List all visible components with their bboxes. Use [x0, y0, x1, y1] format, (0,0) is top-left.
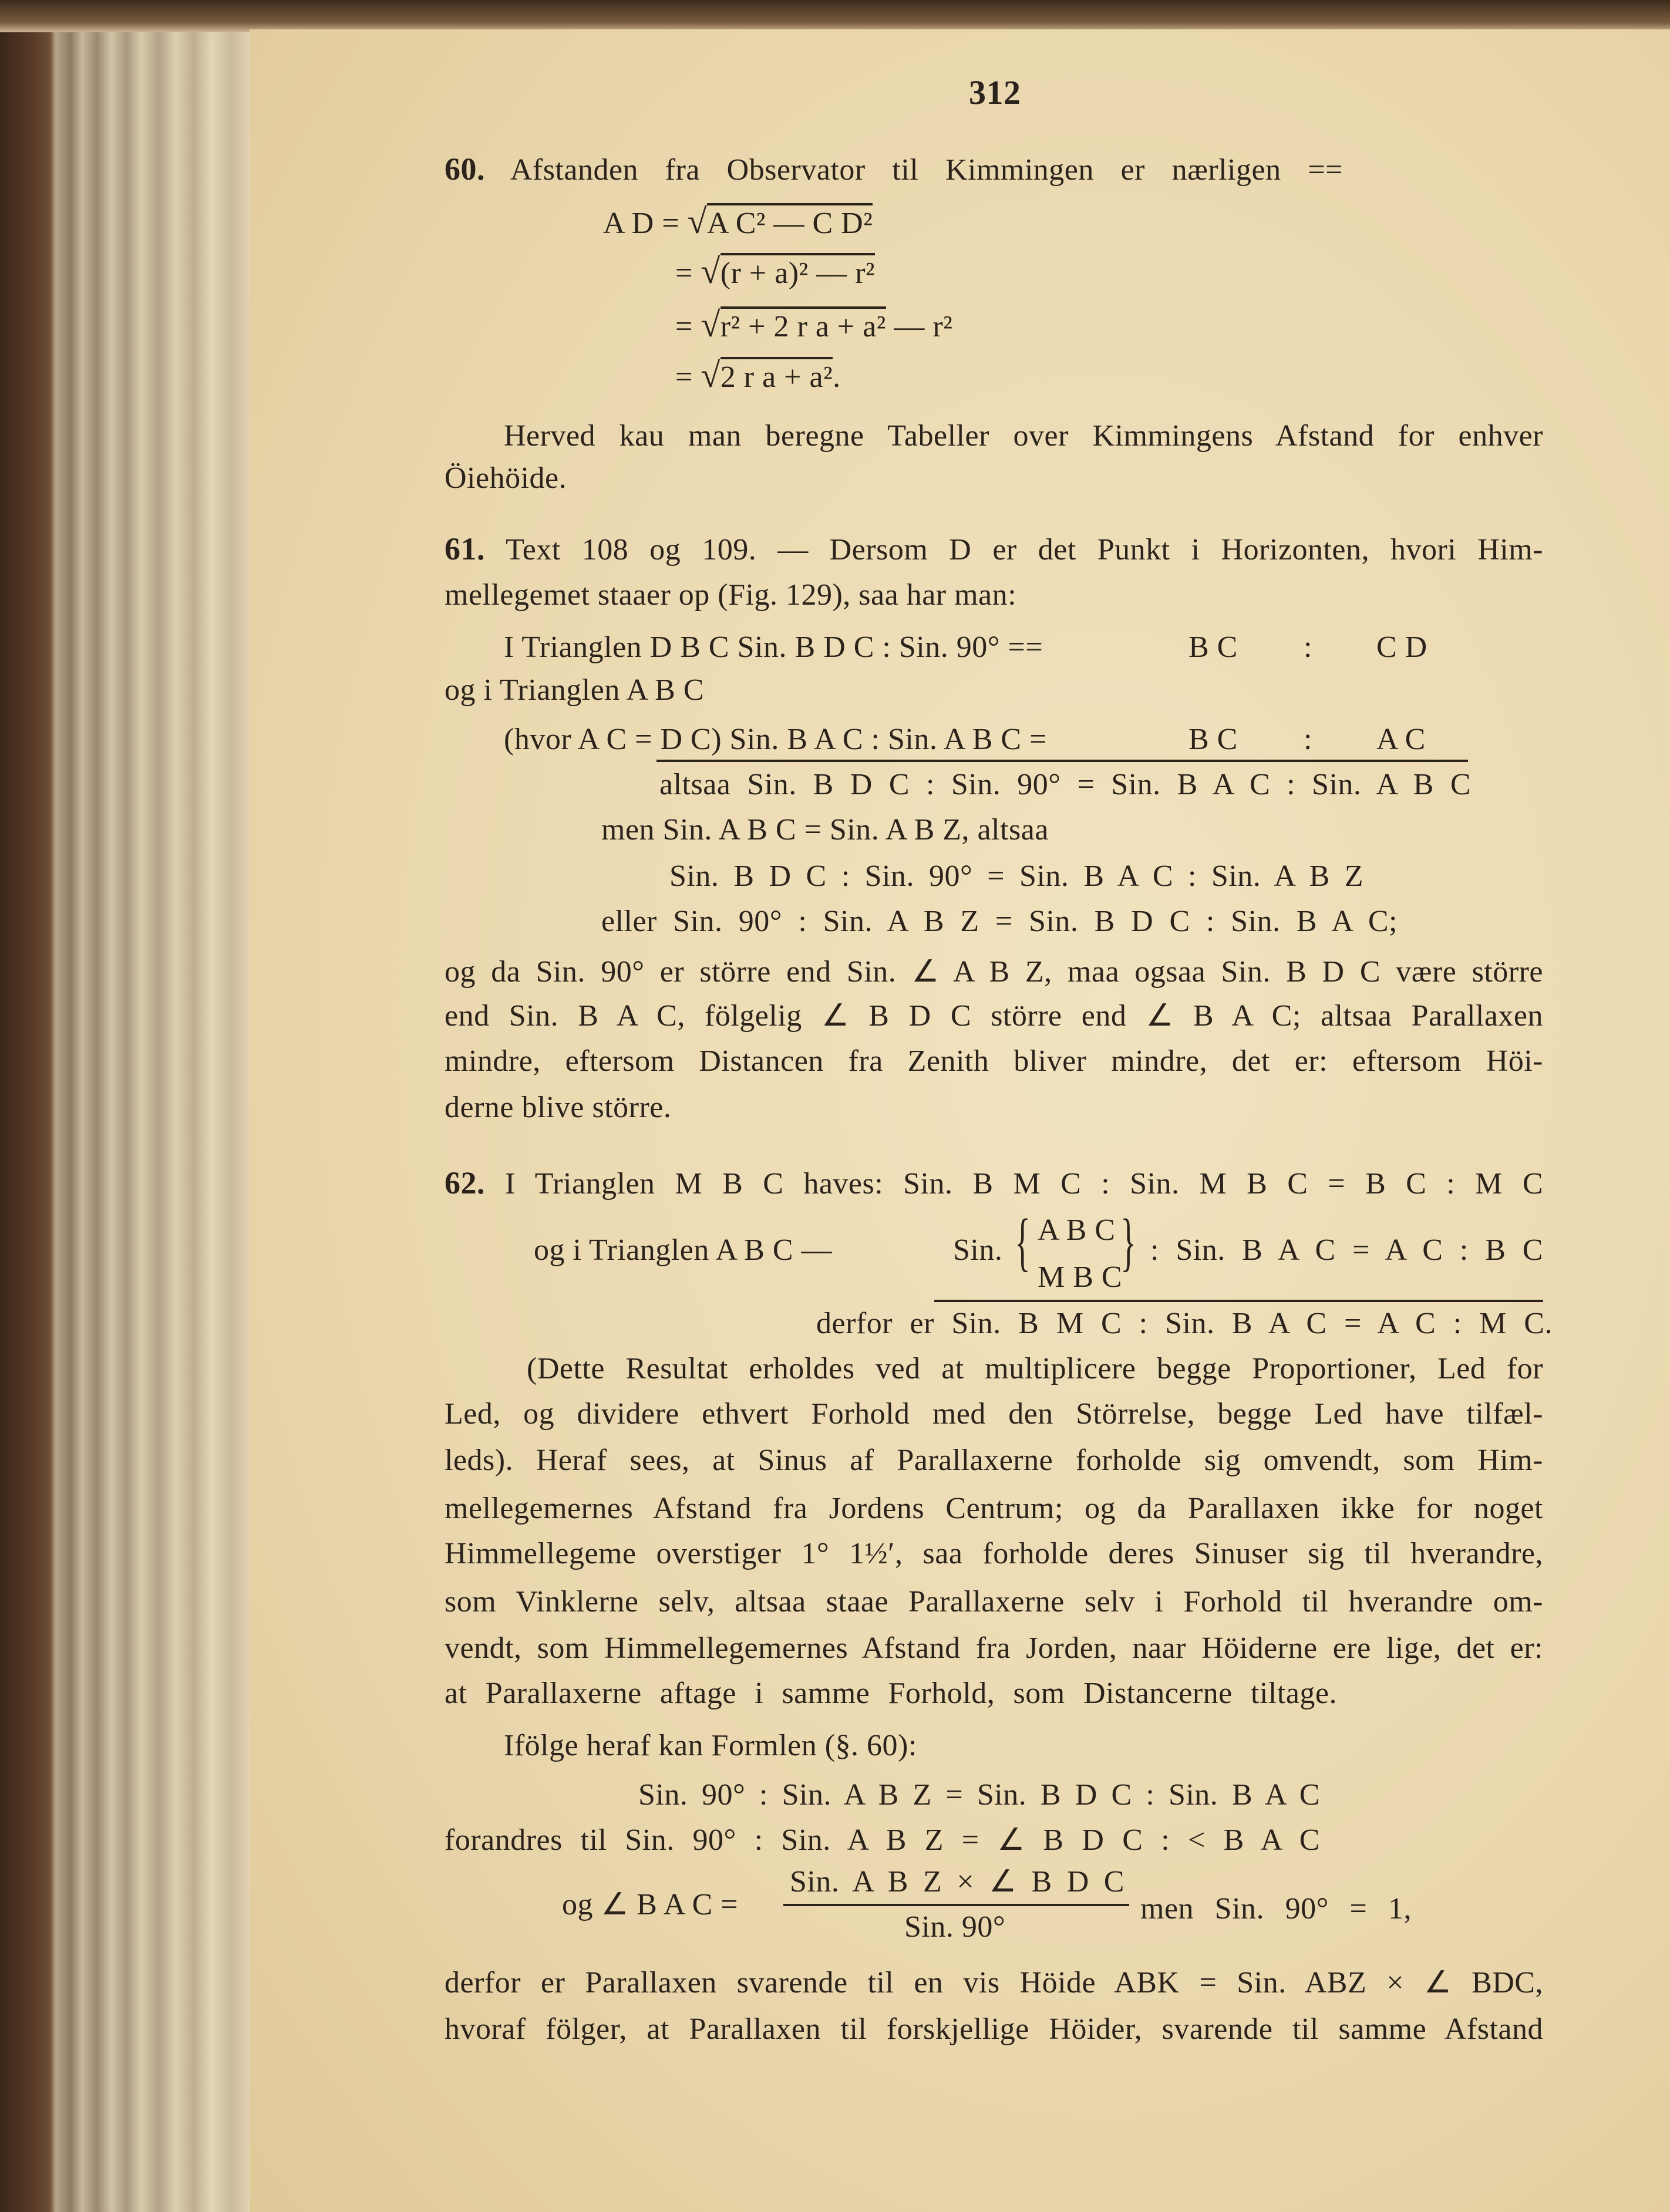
paragraph-line: end Sin. B A C, fölgelig ∠ B D C större end ∠ B A C; altsaa Parallaxen — [445, 999, 1543, 1033]
equation-line — [603, 204, 873, 241]
eq-lhs: A D — [603, 207, 654, 240]
paragraph-line: derfor er Parallaxen svarende til en vis Höide ABK = Sin. ABZ × ∠ BDC, — [445, 1966, 1543, 1999]
equation-line — [675, 307, 952, 345]
brace-bottom-term: M B C — [1038, 1260, 1123, 1294]
right-brace-icon: } — [1120, 1206, 1136, 1277]
proportion-row — [504, 630, 1043, 665]
fraction-lhs: og ∠ B A C = — [562, 1888, 739, 1921]
paragraph-line: derne blive större. — [445, 1091, 672, 1124]
proportion-row: eller Sin. 90° : Sin. A B Z = Sin. B D C : Sin. B A C; — [601, 905, 1398, 938]
paragraph-line: Öiehöide. — [445, 461, 567, 495]
eq-relation: = — [675, 257, 693, 290]
paragraph-line: som Vinklerne selv, altsaa staae Parallaxerne selv i Forhold til hverandre om- — [445, 1585, 1543, 1618]
proportion-row: og i Trianglen A B C — [445, 673, 704, 707]
book-top-edge — [0, 0, 1670, 32]
eq-relation: = — [662, 207, 680, 240]
intro-text: Afstanden fra Observator til Kimmingen er nærligen == — [510, 153, 1343, 187]
book-binding-page-edges — [0, 0, 252, 2212]
equation-line — [675, 358, 841, 395]
paragraph-line: mindre, eftersom Distancen fra Zenith bliver mindre, det er: eftersom Höi- — [445, 1044, 1543, 1078]
section-number: 60. — [445, 151, 485, 187]
paragraph-line: mellegemernes Afstand fra Jordens Centrum; og da Parallaxen ikke for noget — [445, 1492, 1543, 1525]
proportion-row: men Sin. A B C = Sin. A B Z, altsaa — [601, 813, 1049, 847]
proportion-term: A C — [1376, 723, 1426, 756]
eq-relation: = — [675, 360, 693, 394]
paragraph-line: mellegemet staaer op (Fig. 129), saa har man: — [445, 578, 1017, 612]
paragraph-line: Ifölge heraf kan Formlen (§. 60): — [504, 1729, 917, 1762]
proportion-result: derfor er Sin. B M C : Sin. B A C = A C : M C. — [816, 1307, 1553, 1340]
radicand: A C² — C D² — [707, 203, 873, 240]
left-brace-icon: { — [1015, 1206, 1031, 1277]
equation-line — [675, 254, 875, 291]
paragraph-line: Herved kau man beregne Tabeller over Kimmingens Afstand for enhver — [504, 419, 1543, 453]
paragraph-line: (Dette Resultat erholdes ved at multiplicere begge Proportioner, Led for — [527, 1352, 1543, 1385]
page-number: 312 — [969, 73, 1021, 112]
proportion-term: C D — [1376, 630, 1427, 664]
section-number: 61. — [445, 531, 485, 567]
proportion-term: B C — [1188, 723, 1238, 756]
proportion-colon: : — [1304, 723, 1312, 756]
proportion-lhs: I Trianglen D B C Sin. B D C : Sin. 90° == — [504, 630, 1043, 664]
eq-tail: — r² — [885, 310, 953, 343]
section-number: 62. — [445, 1165, 485, 1201]
proportion-colon: : — [1304, 630, 1312, 664]
proportion-term: B C — [1188, 630, 1238, 664]
paragraph-line: leds). Heraf sees, at Sinus af Parallaxerne forholde sig omvendt, som Him- — [445, 1444, 1543, 1477]
fraction-bar — [783, 1904, 1129, 1906]
paragraph-line: hvoraf fölger, at Parallaxen til forskjellige Höider, svarende til samme Afstand — [445, 2012, 1543, 2046]
brace-top-term: A B C — [1038, 1213, 1116, 1247]
proportion-row: Sin. B D C : Sin. 90° = Sin. B A C : Sin. A B Z — [669, 859, 1363, 893]
paragraph-line: at Parallaxerne aftage i samme Forhold, som Distancerne tiltage. — [445, 1677, 1337, 1710]
text: Text 108 og 109. — Dersom D er det Punkt i Horizonten, hvori Him- — [506, 533, 1543, 567]
section-61-line — [445, 531, 1543, 568]
proportion-row: (hvor A C = D C) Sin. B A C : Sin. A B C = — [504, 723, 1047, 756]
fraction-denominator: Sin. 90° — [904, 1910, 1006, 1944]
sqrt-sign-icon: √ — [701, 356, 720, 394]
summation-rule — [656, 760, 1468, 762]
formula-line: forandres til Sin. 90° : Sin. A B Z = ∠ B D C : < B A C — [445, 1823, 1320, 1857]
fraction-numerator: Sin. A B Z × ∠ B D C — [790, 1865, 1124, 1899]
section-62-line — [445, 1165, 1543, 1202]
proportion-row: altsaa Sin. B D C : Sin. 90° = Sin. B A C : Sin. A B C — [659, 768, 1471, 801]
proportion-row: og i Trianglen A B C — — [534, 1233, 832, 1267]
radicand: r² + 2 r a + a² — [720, 306, 886, 343]
formula-note: men Sin. 90° = 1, — [1140, 1892, 1412, 1926]
paragraph-line: Led, og dividere ethvert Forhold med den Störrelse, begge Led have tilfæl- — [445, 1397, 1543, 1431]
sqrt-sign-icon: √ — [687, 202, 708, 241]
eq-relation: = — [675, 310, 693, 343]
sqrt-sign-icon: √ — [701, 305, 720, 344]
paragraph-line: Himmellegeme overstiger 1° 1½′, saa forholde deres Sinuser sig til hverandre, — [445, 1537, 1543, 1570]
formula-line: Sin. 90° : Sin. A B Z = Sin. B D C : Sin. B A C — [638, 1778, 1320, 1812]
sin-label: Sin. — [953, 1233, 1003, 1267]
eq-tail: . — [833, 360, 841, 394]
sqrt-sign-icon: √ — [701, 252, 720, 291]
section-60-intro — [445, 151, 1343, 188]
paragraph-line: og da Sin. 90° er större end Sin. ∠ A B Z, maa ogsaa Sin. B D C være större — [445, 955, 1543, 989]
radicand: (r + a)² — r² — [720, 253, 875, 290]
radicand: 2 r a + a² — [720, 357, 833, 394]
proportion-rest: : Sin. B A C = A C : B C — [1150, 1233, 1543, 1267]
summation-rule — [934, 1300, 1543, 1302]
text: I Trianglen M B C haves: Sin. B M C : Sin. M B C = B C : M C — [504, 1167, 1543, 1201]
paragraph-line: vendt, som Himmellegemernes Afstand fra Jorden, naar Höiderne ere lige, det er: — [445, 1631, 1543, 1665]
